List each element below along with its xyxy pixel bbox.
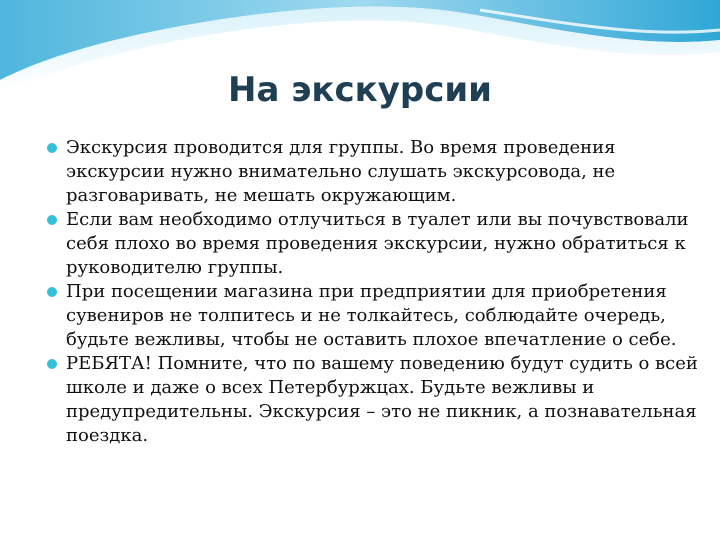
bullet-text: РЕБЯТА! Помните, что по вашему поведению будут судить о всей школе и даже о всех Петербуржцах. Будьте вежливы и предупредительны. Экскурсия – это не пикник, а познавательная поездка.: [66, 353, 698, 446]
bullet-text: Если вам необходимо отлучиться в туалет или вы почувствовали себя плохо во время проведения экскурсии, нужно обратиться к руководителю группы.: [66, 209, 689, 278]
bullet-list: [44, 136, 710, 448]
bullet-text: При посещении магазина при предприятии для приобретения сувениров не толпитесь и не толкайтесь, соблюдайте очередь, будьте вежливы, чтобы не оставить плохое впечатление о себе.: [66, 281, 677, 350]
bullet-text: Экскурсия проводится для группы. Во время проведения экскурсии нужно внимательно слушать экскурсовода, не разговаривать, не мешать окружающим.: [66, 137, 616, 206]
bullet-item: [44, 208, 710, 280]
bullet-item: [44, 280, 710, 352]
slide-title: На экскурсии: [228, 70, 492, 110]
bullet-dot-icon: [47, 287, 57, 297]
bullet-dot-icon: [47, 215, 57, 225]
bullet-dot-icon: [47, 359, 57, 369]
bullet-item: [44, 352, 710, 448]
bullet-item: [44, 136, 710, 208]
bullet-dot-icon: [47, 143, 57, 153]
